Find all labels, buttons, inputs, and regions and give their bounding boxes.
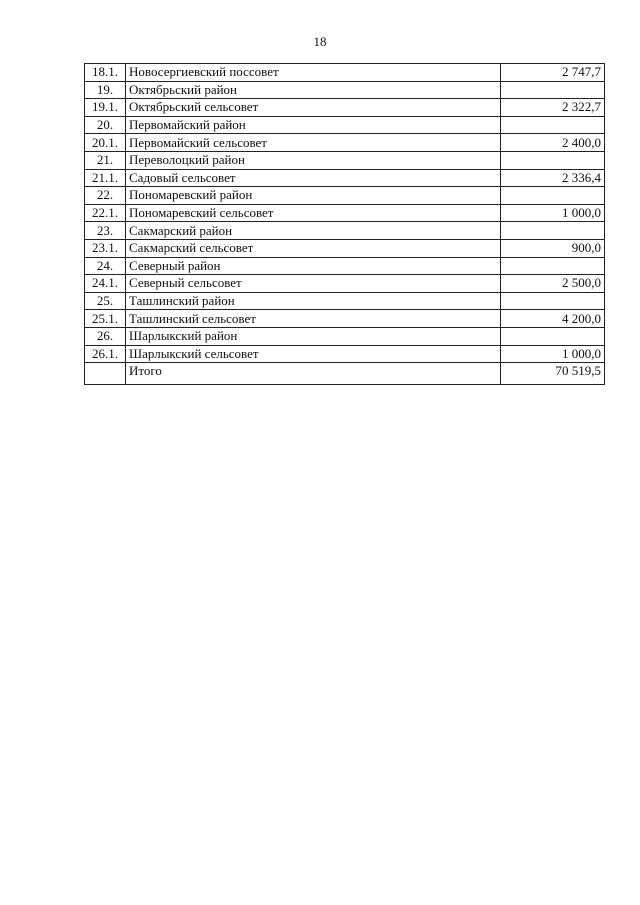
table-row [85, 99, 605, 117]
table-row [85, 151, 605, 169]
table-row [85, 310, 605, 328]
row-number-cell: 19. [85, 81, 126, 99]
total-label-cell: Итого [126, 363, 501, 385]
row-number-cell: 24.1. [85, 275, 126, 293]
row-name-cell: Ташлинский район [126, 292, 501, 310]
row-number-cell: 23. [85, 222, 126, 240]
row-value-cell [501, 116, 605, 134]
row-number-cell: 26. [85, 327, 126, 345]
row-number-cell: 25.1. [85, 310, 126, 328]
row-number-cell: 22. [85, 187, 126, 205]
row-number-cell: 21. [85, 151, 126, 169]
row-name-cell: Первомайский сельсовет [126, 134, 501, 152]
row-name-cell: Пономаревский район [126, 187, 501, 205]
row-name-cell: Октябрьский район [126, 81, 501, 99]
row-name-cell: Шарлыкский сельсовет [126, 345, 501, 363]
table-row [85, 116, 605, 134]
row-value-cell: 2 400,0 [501, 134, 605, 152]
row-name-cell: Садовый сельсовет [126, 169, 501, 187]
row-value-cell [501, 257, 605, 275]
row-name-cell: Новосергиевский поссовет [126, 64, 501, 82]
total-number-cell [85, 363, 126, 385]
row-value-cell [501, 292, 605, 310]
page-number: 18 [313, 34, 327, 49]
table-row [85, 81, 605, 99]
table-row [85, 64, 605, 82]
row-number-cell: 21.1. [85, 169, 126, 187]
row-number-cell: 18.1. [85, 64, 126, 82]
row-value-cell: 1 000,0 [501, 204, 605, 222]
table-row [85, 257, 605, 275]
table-body [85, 64, 605, 385]
row-value-cell [501, 327, 605, 345]
table-row [85, 327, 605, 345]
table-row [85, 187, 605, 205]
table-row [85, 204, 605, 222]
row-value-cell: 1 000,0 [501, 345, 605, 363]
row-number-cell: 20. [85, 116, 126, 134]
row-number-cell: 24. [85, 257, 126, 275]
row-name-cell: Северный сельсовет [126, 275, 501, 293]
row-value-cell [501, 81, 605, 99]
row-number-cell: 25. [85, 292, 126, 310]
table-row [85, 239, 605, 257]
table-row [85, 345, 605, 363]
row-name-cell: Северный район [126, 257, 501, 275]
row-name-cell: Сакмарский район [126, 222, 501, 240]
row-number-cell: 23.1. [85, 239, 126, 257]
row-value-cell: 2 336,4 [501, 169, 605, 187]
row-name-cell: Пономаревский сельсовет [126, 204, 501, 222]
row-value-cell: 900,0 [501, 239, 605, 257]
allocation-table [84, 63, 605, 385]
row-number-cell: 20.1. [85, 134, 126, 152]
table-row [85, 222, 605, 240]
table-row [85, 292, 605, 310]
row-number-cell: 22.1. [85, 204, 126, 222]
row-value-cell [501, 151, 605, 169]
row-name-cell: Ташлинский сельсовет [126, 310, 501, 328]
row-number-cell: 26.1. [85, 345, 126, 363]
row-name-cell: Сакмарский сельсовет [126, 239, 501, 257]
row-value-cell [501, 222, 605, 240]
row-value-cell: 4 200,0 [501, 310, 605, 328]
row-name-cell: Шарлыкский район [126, 327, 501, 345]
table-row [85, 134, 605, 152]
table-row [85, 169, 605, 187]
total-row [85, 363, 605, 385]
row-name-cell: Первомайский район [126, 116, 501, 134]
total-value-cell: 70 519,5 [501, 363, 605, 385]
row-value-cell: 2 500,0 [501, 275, 605, 293]
row-number-cell: 19.1. [85, 99, 126, 117]
row-value-cell: 2 322,7 [501, 99, 605, 117]
table-row [85, 275, 605, 293]
row-name-cell: Переволоцкий район [126, 151, 501, 169]
row-value-cell: 2 747,7 [501, 64, 605, 82]
row-name-cell: Октябрьский сельсовет [126, 99, 501, 117]
row-value-cell [501, 187, 605, 205]
